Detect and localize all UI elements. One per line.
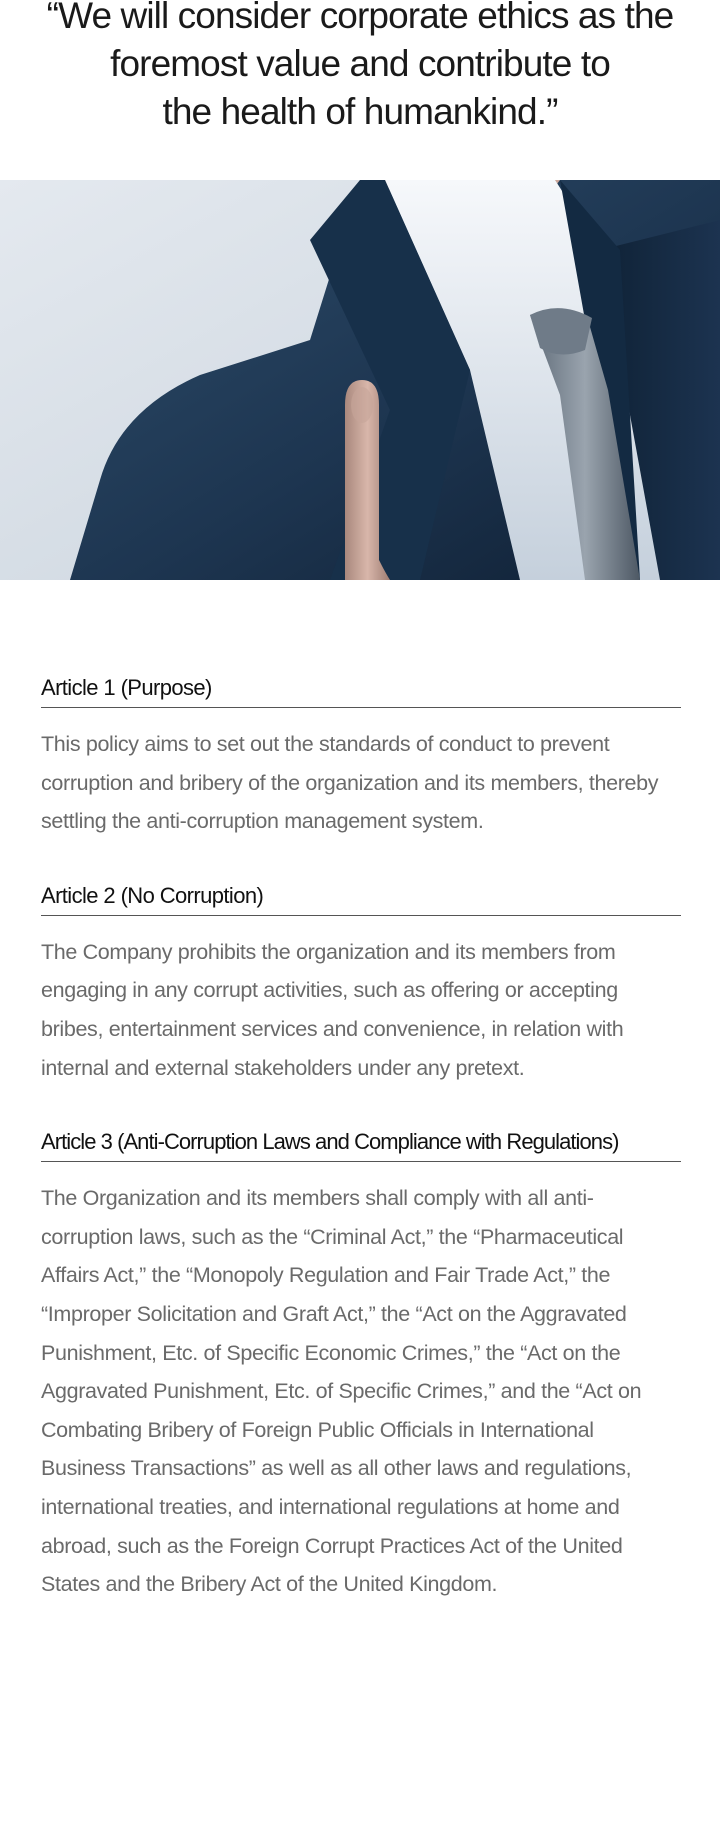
quote-line-3: the health of humankind.” — [162, 91, 558, 132]
article-2 — [41, 880, 681, 1087]
quote-line-1: “We will consider corporate ethics as the — [46, 0, 674, 36]
article-1-title: Article 1 (Purpose) — [41, 672, 681, 708]
article-2-title: Article 2 (No Corruption) — [41, 880, 681, 916]
article-3-body: The Organization and its members shall comply with all anti-corruption laws, such as the “Criminal Act,” the “Pharmaceutical Affairs Act,” the “Monopoly Regulation and Fair Trade Act,” the “Improper Solicitation and Graft Act,” the “Act on the Aggravated Punishment, Etc. of Specific Economic Crimes,” the “Act on the Aggravated Punishment, Etc. of Specific Crimes,” and the “Act on Combating Bribery of Foreign Public Officials in International Business Transactions” as well as all other laws and regulations, international treaties, and international regulations at home and abroad, such as the Foreign Corrupt Practices Act of the United States and the Bribery Act of the United Kingdom. — [41, 1186, 642, 1597]
ethics-quote — [0, 0, 720, 136]
article-3-title: Article 3 (Anti-Corruption Laws and Compliance with Regulations) — [41, 1126, 681, 1162]
hero-image — [0, 180, 720, 580]
policy-articles — [41, 672, 681, 1643]
article-3 — [41, 1126, 681, 1604]
article-2-body: The Company prohibits the organization and its members from engaging in any corrupt activities, such as offering or accepting bribes, entertainment services and convenience, in relation with internal and external stakeholders under any pretext. — [41, 939, 624, 1080]
quote-line-2: foremost value and contribute to — [110, 43, 610, 84]
article-1-body: This policy aims to set out the standards of conduct to prevent corruption and bribery of the organization and its members, thereby settling the anti-corruption management system. — [41, 732, 659, 834]
article-1 — [41, 672, 681, 841]
businessman-illustration — [0, 180, 720, 580]
